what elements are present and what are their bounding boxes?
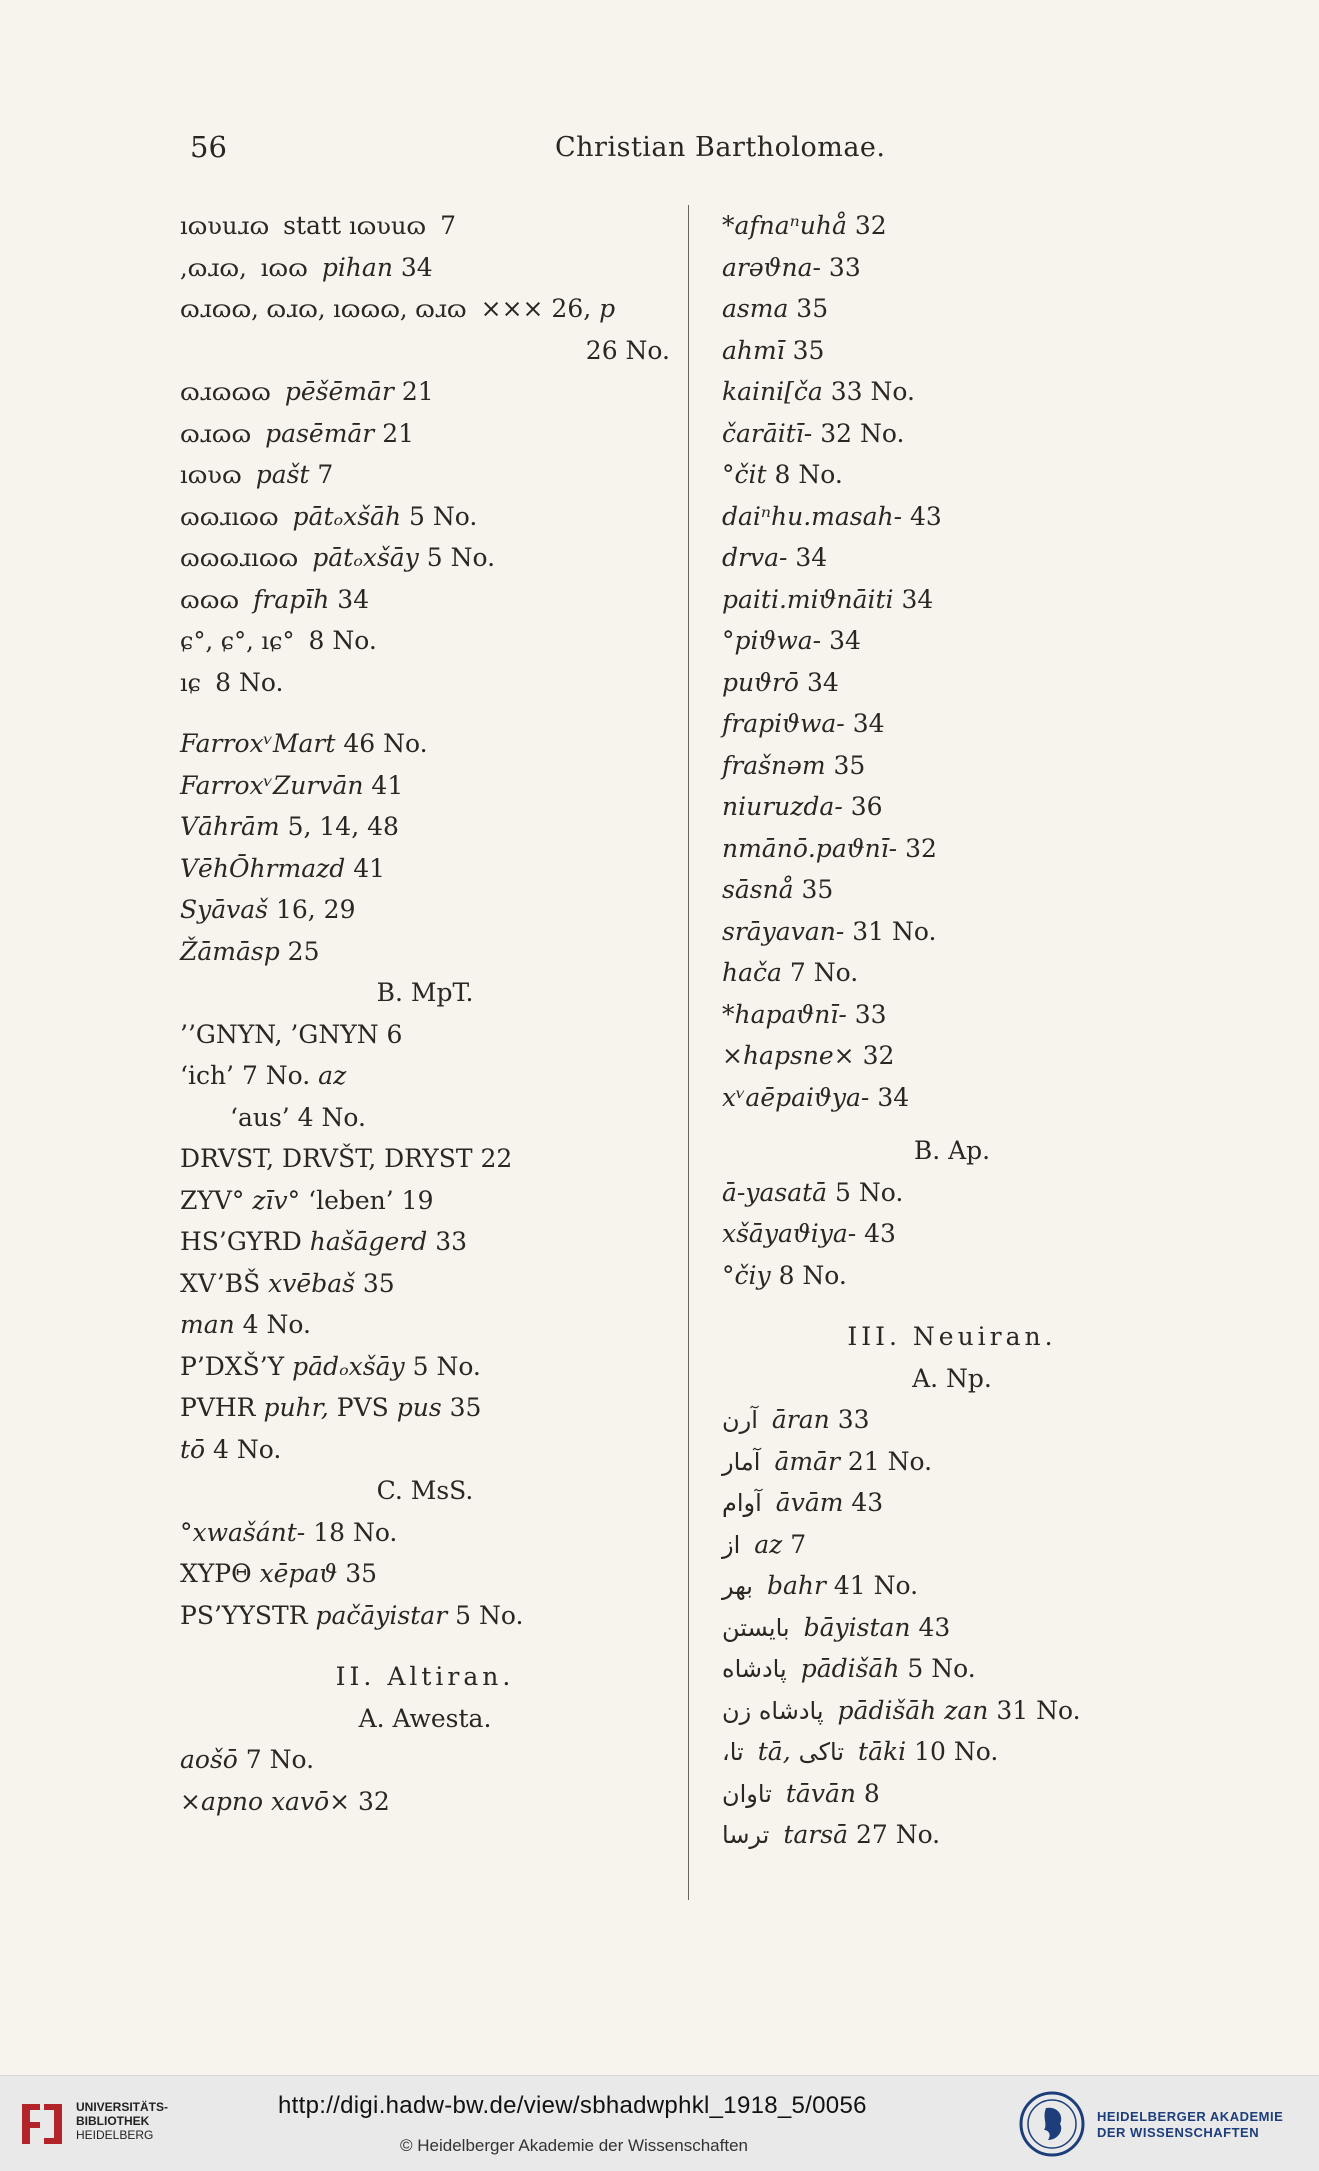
reference-numbers: 16, 29 [275,895,356,924]
index-entry [722,205,1182,247]
index-entry [180,1512,670,1554]
transliteration: pihan [321,252,401,282]
transliteration: āvām [775,1488,852,1517]
index-entry [180,1387,670,1429]
transliteration: VēhŌhrmazd [180,853,354,883]
reference-numbers: 4 No. [213,1434,282,1464]
transliteration: Vāhrām [180,812,288,841]
persian-word: تاوان [722,1779,772,1808]
index-entry [722,1035,1182,1077]
index-entry [180,247,670,289]
transliteration: daiⁿhu.masah- [722,501,911,531]
index-entry [722,828,1182,870]
reference-numbers: 32 No. [820,418,905,448]
transliteration: hašāgerd [309,1227,436,1256]
reference-numbers: 41 [371,770,404,800]
transliteration: āran [771,1405,838,1434]
section-heading: B. MpT. [376,978,474,1007]
transliteration: pādₒxšāy [292,1351,413,1381]
entry-text: P’DXŠ’Y [180,1351,293,1381]
transliteration: frapiϑwa- [722,709,853,738]
index-entry [180,889,670,931]
reference-numbers: 21 No. [847,1446,933,1476]
reference-numbers: 33 [435,1227,467,1256]
transliteration: xvēbaš [268,1268,363,1298]
section-heading: A. Np. [912,1363,992,1393]
index-entry [180,1429,670,1471]
pahlavi-word: ɷɹɷɷɷ [180,378,271,406]
reference-numbers: 21 [401,377,434,406]
transliteration: pus [396,1393,450,1422]
transliteration: sāsnå [722,875,802,904]
index-entry [180,1346,670,1388]
reference-numbers: 43 [910,501,942,531]
index-entry [722,1690,1182,1732]
reference-numbers: 8 No. [774,460,843,489]
reference-numbers: 21 [382,418,415,448]
footer-bar [0,2075,1319,2171]
transliteration: xšāyaϑiya- [722,1219,865,1248]
academy-name [1097,2109,1283,2141]
index-entry [722,1213,1182,1255]
reference-numbers: 35 [449,1393,482,1422]
index-entry [722,1565,1182,1607]
persian-word: پادشاه [722,1655,787,1683]
reference-numbers: 41 No. [833,1571,919,1600]
reference-numbers: 4 No. [242,1310,311,1339]
reference-numbers: 34 [337,584,370,614]
transliteration: niuruzda- [722,792,851,821]
transliteration: p [599,294,616,323]
index-entry [722,1255,1182,1297]
section-heading: B. Ap. [913,1136,991,1165]
reference-numbers: 8 [863,1778,880,1808]
persian-word: آوام [722,1489,762,1517]
transliteration: drva- [722,543,796,572]
reference-numbers: 35 [345,1559,378,1588]
index-entry [180,537,670,579]
transliteration: xᵛaēpaiϑya- [722,1082,878,1112]
reference-numbers: 35 [362,1268,395,1298]
index-entry [180,1180,670,1222]
index-entry [722,662,1182,704]
transliteration: srāyavan- [722,916,853,946]
transliteration: FarroxᵛZurvān [180,770,372,800]
index-entry [722,994,1182,1036]
pahlavi-word: ,ɷɹɷ, [180,253,247,282]
transliteration: Žāmāsp [180,936,288,966]
index-entry [722,1607,1182,1649]
reference-numbers: 5 No. [907,1654,976,1683]
entry-text: statt [283,211,349,240]
reference-numbers: 33 No. [830,377,915,406]
persian-word: بايستن [722,1613,790,1642]
index-entry [722,1773,1182,1815]
uni-line-3: HEIDELBERG [76,2128,154,2142]
index-entry [180,1221,670,1263]
reference-numbers: 43 [864,1219,896,1248]
index-entry [722,413,1182,455]
transliteration: ā-yasatā [722,1177,836,1207]
reference-numbers: 7 [317,460,334,489]
transliteration: āmār [774,1446,848,1476]
transliteration: ×apno xavō× [180,1786,359,1816]
index-entry [180,1304,670,1346]
transliteration: pātₒxšāh [292,501,410,531]
reference-numbers: 36 [850,792,883,821]
index-entry [180,723,670,765]
reference-numbers: 35 [833,750,866,780]
reference-numbers: 41 [353,853,386,883]
transliteration: pašt [255,460,318,489]
reference-numbers: 34 [806,667,839,697]
reference-numbers: 34 [852,709,885,738]
university-library-name [76,2100,168,2142]
academy-line-1: HEIDELBERGER AKADEMIE [1097,2109,1284,2124]
left-column [180,205,670,1822]
reference-numbers: 35 [801,875,834,904]
running-head [0,130,1319,170]
reference-numbers: 5, 14, 48 [287,812,399,841]
transliteration: nmānō.paϑnī- [722,833,906,863]
transliteration: xēpaϑ [259,1559,346,1588]
reference-numbers: 8 No. [215,667,284,697]
transliteration: az [754,1529,791,1559]
reference-numbers: 7 [440,211,457,240]
index-entry [722,1077,1182,1119]
entry-text: ZYV° [180,1185,253,1215]
transliteration: pasēmār [265,418,383,448]
index-entry [180,454,670,496]
entry-text: DRVST, DRVŠT, DRYST 22 [180,1144,513,1173]
transliteration: frapīh [253,584,338,614]
index-entry [180,579,670,621]
index-entry [180,1739,670,1781]
entry-text: ’’GNYN, ’GNYN 6 [180,1019,403,1049]
persian-word: ترسا [722,1821,770,1849]
transliteration: frašnəm [722,750,834,780]
academy-line-2: DER WISSENSCHAFTEN [1097,2125,1260,2140]
right-column [722,205,1182,1856]
reference-numbers: 27 No. [855,1820,941,1849]
persian-word: از [722,1530,741,1559]
entry-text: PS’YYSTR [180,1600,316,1630]
persian-word: آرن [722,1406,758,1434]
index-entry [180,620,670,662]
running-title: Christian Bartholomae. [555,132,886,163]
transliteration: puhr, [263,1393,337,1422]
index-entry [722,911,1182,953]
index-entry [180,1014,670,1056]
persian-word: پادشاه زن [722,1696,824,1725]
reference-numbers: 32 [862,1041,895,1070]
transliteration: bāyistan [803,1612,919,1642]
university-library-logo-icon [14,2096,70,2152]
transliteration: °xwašánt- [180,1517,314,1547]
index-entry [722,1441,1182,1483]
transliteration: hača [722,958,790,987]
index-entry [180,413,670,455]
section-heading: C. MsS. [376,1476,474,1505]
transliteration: puϑrō [722,667,807,697]
index-entry [180,662,670,704]
reference-numbers: ‘leben’ 19 [308,1185,434,1215]
index-entry [722,786,1182,828]
column-divider [688,205,689,1900]
permalink-url[interactable]: http://digi.hadw-bw.de/view/sbhadwphkl_1918_5/0056 [278,2092,867,2119]
reference-numbers: 34 [795,543,828,572]
index-entry [180,931,670,973]
index-entry [722,703,1182,745]
transliteration: man [180,1310,243,1339]
persian-word: تا، [722,1738,744,1766]
reference-numbers: 43 [851,1488,884,1517]
index-entry [722,1648,1182,1690]
transliteration: Syāvaš [180,895,276,924]
index-entry [180,806,670,848]
transliteration: bahr [766,1571,834,1600]
index-entry [722,288,1182,330]
reference-numbers: 32 [905,833,937,863]
index-entry [722,1814,1182,1856]
academy-seal-icon [1018,2090,1086,2158]
reference-numbers: 33 [854,999,887,1029]
persian-word: تاکی [798,1738,845,1766]
index-entry [722,371,1182,413]
reference-numbers: 18 No. [313,1517,398,1547]
index-entry [180,288,670,330]
uni-line-1: UNIVERSITÄTS- [76,2100,169,2114]
reference-numbers: 5 No. [455,1600,524,1630]
index-entry [722,247,1182,289]
index-entry [180,1595,670,1637]
reference-numbers: 7 No. [789,958,859,987]
reference-numbers: 34 [829,626,861,655]
transliteration: čarāitī- [722,418,821,448]
index-entry [722,1524,1182,1566]
index-entry [180,1055,670,1097]
index-entry [180,205,670,247]
index-entry: 26 No. [585,335,670,365]
index-entry [722,1172,1182,1214]
index-entry [722,952,1182,994]
pahlavi-word: ıɷʋɷ [180,461,242,489]
entry-text: PVHR [180,1393,264,1422]
reference-numbers: 25 [287,936,320,966]
transliteration: *afnaⁿuhå [722,211,855,240]
transliteration: pādišāh zan [837,1695,997,1725]
transliteration: az [318,1061,347,1090]
pahlavi-word: ɷɷɷ [180,585,240,614]
transliteration: zīv° [252,1185,309,1215]
reference-numbers: 5 No. [835,1177,904,1207]
pahlavi-word: ıɷɷ [260,253,308,282]
reference-numbers: 31 No. [852,916,937,946]
reference-numbers: 34 [901,584,934,614]
uni-line-2: BIBLIOTHEK [76,2114,150,2128]
index-entry [180,1097,670,1139]
entry-text: HS’GYRD [180,1227,310,1256]
reference-numbers: 33 [828,252,861,282]
transliteration: °čiy [722,1260,779,1290]
reference-numbers: 35 [792,335,825,365]
entry-text: XYPΘ [180,1559,260,1588]
reference-numbers: 10 No. [914,1737,999,1766]
transliteration: pātₒxšāy [312,543,427,572]
index-entry [180,1553,670,1595]
copyright-notice: © Heidelberger Akademie der Wissenschaften [400,2136,748,2155]
reference-numbers: 5 No. [426,543,496,572]
persian-word: بهر [722,1572,753,1600]
index-entry [180,371,670,413]
index-entry [722,745,1182,787]
index-entry [722,620,1182,662]
index-entry [722,869,1182,911]
transliteration: pādišāh [800,1654,908,1683]
transliteration: asma [722,294,797,323]
pahlavi-word: ɷɹɷɷ, ɷɹɷ, ıɷɷɷ, ɷɹɷ [180,295,467,323]
reference-numbers: 5 No. [409,501,478,531]
transliteration: kaini[ča [722,377,831,406]
transliteration: pačāyistar [315,1600,456,1630]
entry-text: XV’BŠ [180,1268,269,1298]
transliteration: °čit [722,460,775,489]
transliteration: tō [180,1434,214,1464]
reference-numbers: 8 No. [778,1260,847,1290]
reference-numbers: 5 No. [412,1351,481,1381]
transliteration: tarsā [783,1820,856,1849]
reference-numbers: 46 No. [343,729,428,758]
transliteration: FarroxᵛMart [180,729,344,758]
spacer [722,1118,1182,1130]
transliteration: ahmī [722,335,793,365]
entry-text: ‘aus’ 4 No. [230,1102,366,1132]
entry-text: PVS [336,1393,397,1422]
transliteration: *hapaϑnī- [722,999,855,1029]
page-number: 56 [190,130,227,164]
transliteration: pēšēmār [284,377,402,406]
transliteration: tāvān [785,1778,864,1808]
index-entry [180,1138,670,1180]
reference-numbers: 34 [400,252,433,282]
index-entry [722,454,1182,496]
reference-numbers: 32 [854,211,887,240]
index-entry [722,1482,1182,1524]
section-heading: II. Altiran. [335,1662,515,1691]
transliteration: ×hapsne× [722,1041,863,1070]
reference-numbers: 7 [790,1529,807,1559]
spacer [180,1636,670,1656]
transliteration: °piϑwa- [722,626,830,655]
index-entry [722,579,1182,621]
pahlavi-word: ıɷʋuɷ [349,212,427,240]
reference-numbers: 32 [358,1786,390,1816]
pahlavi-word: ɷɷɷɹıɷɷ [180,544,299,572]
pahlavi-word: ıɷʋuɹɷ [180,212,270,240]
index-entry [180,765,670,807]
reference-numbers: 43 [918,1612,951,1642]
transliteration: arəϑna- [722,252,829,282]
reference-numbers: 33 [837,1405,870,1434]
index-entry [722,496,1182,538]
reference-numbers: 35 [796,294,829,323]
reference-numbers: 8 No. [308,626,377,655]
pahlavi-word: ɕ°, ɕ°, ıɕ° [180,627,295,655]
index-entry [180,496,670,538]
section-heading: III. Neuiran. [847,1322,1057,1351]
index-entry [180,1263,670,1305]
index-entry [722,537,1182,579]
pahlavi-word: ɷɷɹıɷɷ [180,502,279,531]
transliteration: tāki [858,1737,915,1766]
transliteration: aošō [180,1745,246,1774]
section-heading: A. Awesta. [358,1703,492,1733]
entry-text: ‘ich’ 7 No. [180,1061,319,1090]
reference-numbers: 31 No. [996,1695,1081,1725]
pahlavi-word: ıɕ [180,668,202,697]
spacer [180,703,670,723]
reference-numbers: 34 [877,1082,910,1112]
entry-text: ××× 26, [480,294,600,323]
pahlavi-word: ɷɹɷɷ [180,419,252,448]
transliteration: paiti.miϑnāiti [722,584,902,614]
persian-word: آمار [722,1447,761,1476]
index-entry [180,848,670,890]
index-entry [722,1731,1182,1773]
transliteration: tā, [757,1737,799,1766]
spacer [722,1296,1182,1316]
index-entry [722,1399,1182,1441]
index-entry [180,1781,670,1823]
reference-numbers: 7 No. [245,1745,315,1774]
index-entry [722,330,1182,372]
